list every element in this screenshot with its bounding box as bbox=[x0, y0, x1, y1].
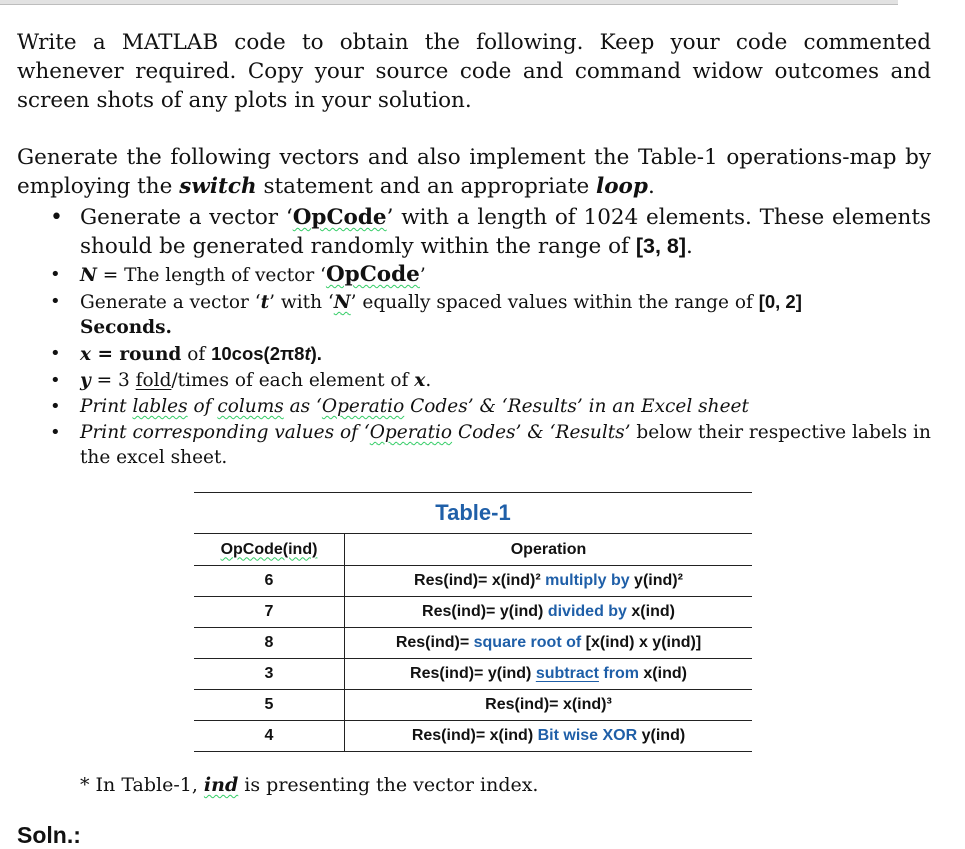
op-pre: Res(ind)= x(ind)² bbox=[414, 572, 546, 589]
b1-pre: Generate a vector ‘ bbox=[80, 205, 293, 230]
switch-keyword: switch bbox=[179, 174, 257, 199]
opcode-cell: 7 bbox=[194, 597, 345, 628]
op-pre: Res(ind)= x(ind) bbox=[411, 727, 538, 744]
opcode-cell: 6 bbox=[194, 566, 345, 597]
op-post: y(ind)² bbox=[629, 572, 683, 589]
b7-b: Codes’ & ‘Results’ bbox=[452, 422, 631, 443]
b3-range: [0, 2] bbox=[758, 291, 802, 312]
b1-mid: ’ with a length of 1024 elements. These elements should be generated randomly within the range of bbox=[80, 205, 931, 259]
b4-expr-a: 10cos(2π8 bbox=[211, 343, 305, 364]
operation-cell bbox=[345, 690, 753, 721]
footnote-post: is presenting the vector index. bbox=[238, 774, 539, 796]
opcode-cell: 3 bbox=[194, 659, 345, 690]
requirements-list bbox=[50, 203, 931, 470]
list-item-print-values bbox=[50, 420, 931, 470]
header-operation: Operation bbox=[345, 534, 753, 566]
opcode-cell: 4 bbox=[194, 721, 345, 752]
b3-pre: Generate a vector ‘ bbox=[80, 292, 261, 313]
b1-end: . bbox=[686, 234, 693, 259]
operation-cell bbox=[345, 597, 753, 628]
b2-opcode: OpCode bbox=[325, 262, 420, 287]
b6-b: of bbox=[187, 396, 218, 417]
op-pre: Res(ind)= bbox=[395, 634, 474, 651]
b2-end: ’ bbox=[419, 265, 426, 286]
op-keyword: multiply by bbox=[545, 572, 630, 589]
list-item-x bbox=[50, 341, 931, 367]
table-row bbox=[194, 628, 752, 659]
b3-mid: ’ with ‘ bbox=[269, 292, 334, 313]
footnote-ind: ind bbox=[203, 774, 239, 796]
b5-y: y bbox=[80, 370, 91, 391]
op-pre: Res(ind)= x(ind)³ bbox=[485, 696, 612, 713]
operation-cell bbox=[345, 721, 753, 752]
b6-c: as ‘ bbox=[283, 396, 322, 417]
operation-cell bbox=[345, 566, 753, 597]
table-row bbox=[194, 566, 752, 597]
opcode-cell: 5 bbox=[194, 690, 345, 721]
list-item-print-labels bbox=[50, 394, 931, 419]
task-mid: statement and an appropriate bbox=[256, 174, 597, 199]
table-footnote bbox=[80, 772, 538, 798]
table-header-row bbox=[194, 534, 752, 566]
op-keyword: divided by bbox=[547, 603, 627, 620]
b6-colums: colums bbox=[217, 396, 284, 417]
solution-heading: Soln.: bbox=[17, 822, 81, 848]
b3-seconds: Seconds. bbox=[80, 317, 172, 338]
list-item-time-vector bbox=[50, 289, 931, 340]
b4-of: of bbox=[181, 344, 212, 365]
b5-eq: = 3 bbox=[90, 370, 136, 391]
operations-grid bbox=[194, 534, 752, 752]
task-end: . bbox=[647, 174, 655, 199]
b5-x: x bbox=[414, 370, 426, 391]
b3-n: N bbox=[333, 292, 351, 313]
b1-opcode: OpCode bbox=[292, 205, 387, 230]
opcode-cell: 8 bbox=[194, 628, 345, 659]
op-keyword: Bit wise XOR bbox=[537, 727, 638, 744]
top-border-bar bbox=[0, 0, 898, 5]
table-row bbox=[194, 721, 752, 752]
b7-a: Print corresponding values of ‘ bbox=[80, 422, 370, 443]
op-keyword: square root of bbox=[473, 634, 582, 651]
op-keyword-2: from bbox=[598, 665, 639, 682]
op-pre: Res(ind)= y(ind) bbox=[422, 603, 548, 620]
intro-paragraph: Write a MATLAB code to obtain the following. Keep your code commented whenever required. Copy your source code and command widow outcomes and screen shots of any plots in your solution. bbox=[17, 30, 931, 113]
operations-table bbox=[194, 492, 752, 752]
b4-round: = round bbox=[91, 344, 182, 365]
op-keyword: subtract bbox=[535, 665, 599, 682]
b3-t: t bbox=[260, 292, 270, 313]
b2-n: N bbox=[80, 265, 97, 286]
b4-expr-t: t bbox=[304, 343, 311, 364]
b7-c: below their respective labels in the excel sheet. bbox=[80, 422, 931, 468]
b5-fold: fold bbox=[135, 370, 172, 391]
b5-rest: /times of each element of bbox=[171, 370, 415, 391]
table-row bbox=[194, 659, 752, 690]
b6-operatio: Operatio bbox=[321, 396, 405, 417]
b4-x: x bbox=[80, 344, 92, 365]
table-row bbox=[194, 597, 752, 628]
b3-post: ’ equally spaced values within the range of bbox=[350, 292, 759, 313]
b6-d: Codes’ & ‘Results’ in an Excel sheet bbox=[404, 396, 749, 417]
task-paragraph bbox=[17, 143, 931, 201]
op-pre: Res(ind)= y(ind) bbox=[410, 665, 536, 682]
operation-cell bbox=[345, 659, 753, 690]
operation-cell bbox=[345, 628, 753, 659]
b1-range: [3, 8] bbox=[635, 234, 687, 258]
b5-end: . bbox=[425, 370, 432, 391]
op-post: x(ind) bbox=[626, 603, 675, 620]
table-title: Table-1 bbox=[194, 492, 752, 534]
task-pre: Generate the following vectors and also implement the Table-1 operations-map by employing the bbox=[17, 145, 931, 199]
list-item-y bbox=[50, 368, 931, 393]
header-opcode: OpCode(ind) bbox=[194, 534, 345, 566]
loop-keyword: loop bbox=[596, 174, 648, 199]
list-item-length bbox=[50, 262, 931, 288]
op-post: y(ind) bbox=[637, 727, 686, 744]
b2-mid: = The length of vector ‘ bbox=[96, 265, 326, 286]
b4-expr-b: ). bbox=[310, 343, 322, 364]
b6-a: Print bbox=[80, 396, 133, 417]
op-post: [x(ind) x y(ind)] bbox=[581, 634, 702, 651]
footnote-pre: * In Table-1, bbox=[80, 774, 204, 796]
op-post: x(ind) bbox=[638, 665, 687, 682]
b7-operatio: Operatio bbox=[369, 422, 453, 443]
table-row bbox=[194, 690, 752, 721]
b6-lables: lables bbox=[132, 396, 188, 417]
list-item-opcode bbox=[50, 203, 931, 261]
